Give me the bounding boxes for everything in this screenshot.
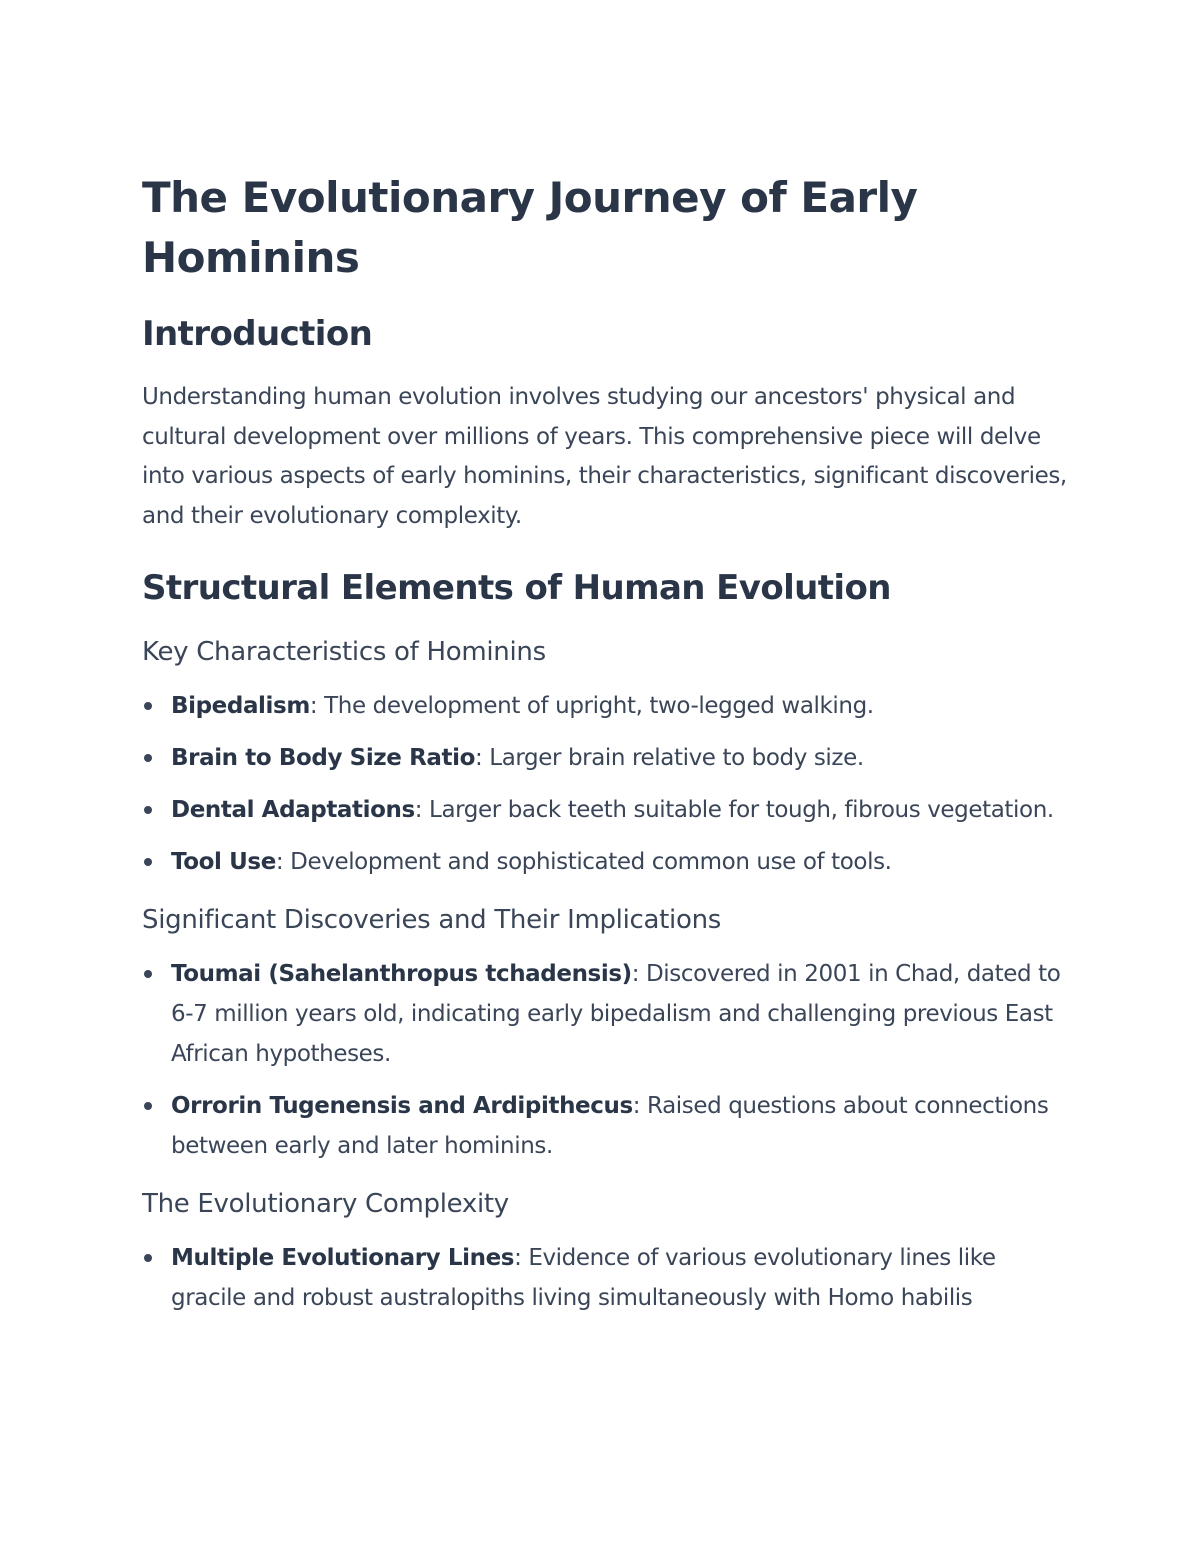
list-item: [142, 790, 1072, 830]
bullet-icon: [144, 806, 152, 814]
list-item-desc: : Evidence of various evolutionary lines like gracile and robust australopiths living simultaneously with Homo habilis: [171, 1245, 996, 1311]
bullet-icon: [144, 1102, 152, 1110]
significant-discoveries-list: [142, 954, 1072, 1166]
document-title: The Evolutionary Journey of Early Hominins: [142, 173, 918, 282]
list-item-term: Tool Use: [171, 849, 276, 875]
list-item-desc: : Development and sophisticated common use of tools.: [275, 849, 892, 875]
list-item: [142, 686, 1072, 726]
structural-elements-heading: Structural Elements of Human Evolution: [142, 568, 891, 608]
list-item-term: Dental Adaptations: [171, 797, 415, 823]
list-item-term: Bipedalism: [171, 693, 310, 719]
significant-discoveries-heading: Significant Discoveries and Their Implications: [142, 905, 722, 935]
bullet-icon: [144, 754, 152, 762]
bullet-icon: [144, 970, 152, 978]
list-item-term: Toumai (Sahelanthropus tchadensis): [171, 961, 632, 987]
list-item-desc: : Raised questions about connections between early and later hominins.: [171, 1093, 1049, 1159]
key-characteristics-list: [142, 686, 1072, 882]
list-item-desc: : Larger brain relative to body size.: [475, 745, 864, 771]
list-item-desc: : Discovered in 2001 in Chad, dated to 6-7 million years old, indicating early bipedalism and challenging previous East African hypotheses.: [171, 961, 1061, 1067]
bullet-icon: [144, 702, 152, 710]
evolutionary-complexity-list: [142, 1238, 1072, 1318]
list-item-term: Brain to Body Size Ratio: [171, 745, 476, 771]
list-item: [142, 1086, 1072, 1166]
bullet-icon: [144, 1254, 152, 1262]
bullet-icon: [144, 858, 152, 866]
list-item-desc: : The development of upright, two-legged walking.: [309, 693, 874, 719]
document-page: [142, 168, 1072, 1330]
list-item: [142, 738, 1072, 778]
list-item-term: Multiple Evolutionary Lines: [171, 1245, 515, 1271]
introduction-heading: Introduction: [142, 314, 373, 354]
list-item: [142, 1238, 1072, 1318]
list-item-term: Orrorin Tugenensis and Ardipithecus: [171, 1093, 633, 1119]
list-item: [142, 954, 1072, 1074]
key-characteristics-heading: Key Characteristics of Hominins: [142, 637, 546, 667]
list-item: [142, 842, 1072, 882]
introduction-paragraph: Understanding human evolution involves studying our ancestors' physical and cultural development over millions of years. This comprehensive piece will delve into various aspects of early hominins, their characteristics, significant discoveries, and their evolutionary complexity.: [142, 384, 1067, 529]
evolutionary-complexity-heading: The Evolutionary Complexity: [142, 1189, 509, 1219]
list-item-desc: : Larger back teeth suitable for tough, fibrous vegetation.: [414, 797, 1054, 823]
